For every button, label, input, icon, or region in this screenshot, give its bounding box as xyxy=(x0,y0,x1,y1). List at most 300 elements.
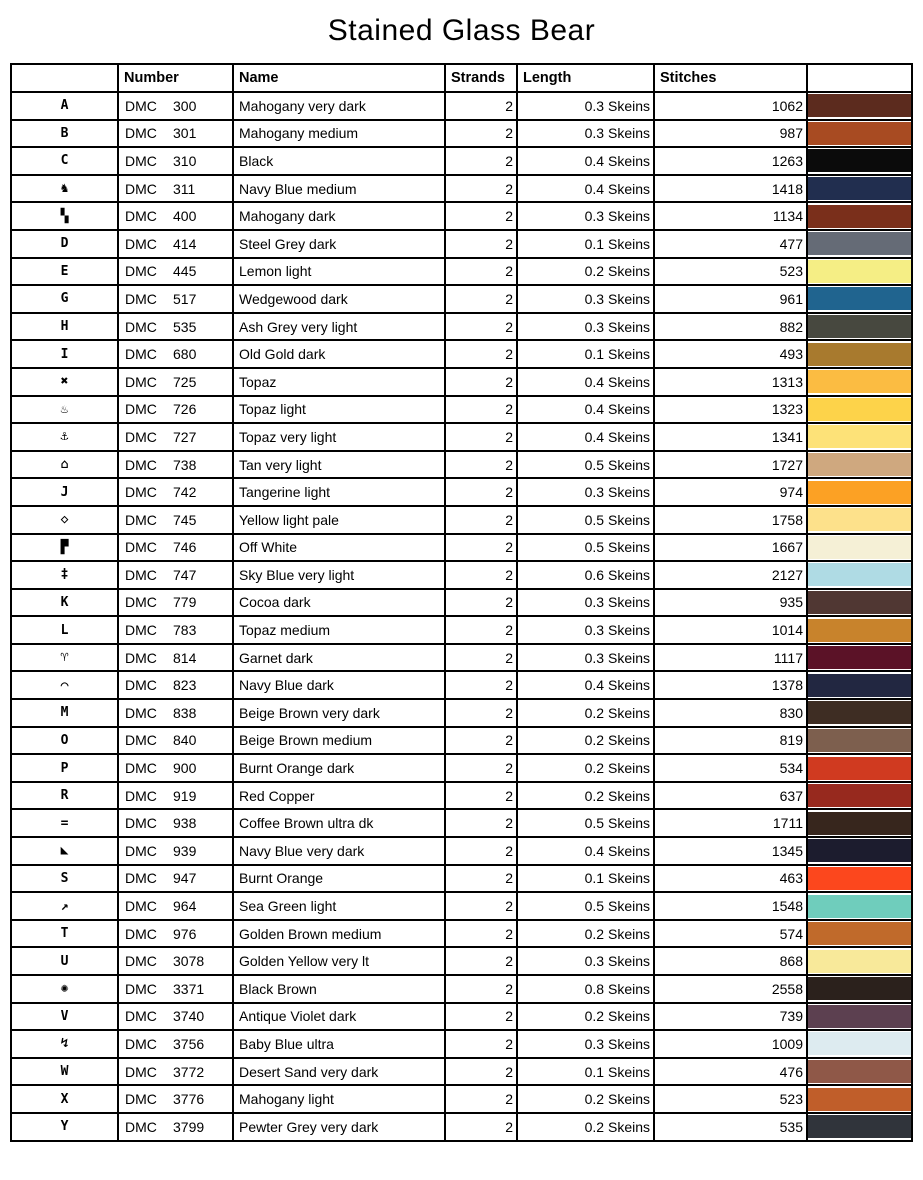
brand-label: DMC xyxy=(125,677,157,694)
floss-number: 517 xyxy=(173,290,197,307)
table-row xyxy=(11,258,912,286)
floss-number: 747 xyxy=(173,566,197,583)
brand-label: DMC xyxy=(125,980,157,997)
table-row xyxy=(11,506,912,534)
strands-cell: 2 xyxy=(445,368,517,396)
symbol-cell: O xyxy=(11,727,118,755)
color-swatch xyxy=(807,644,912,672)
symbol-cell: E xyxy=(11,258,118,286)
length-cell: 0.2 Skeins xyxy=(517,1113,654,1141)
name-cell: Tan very light xyxy=(233,451,445,479)
number-cell xyxy=(118,451,233,479)
number-cell xyxy=(118,258,233,286)
strands-cell: 2 xyxy=(445,809,517,837)
floss-number: 938 xyxy=(173,815,197,832)
number-cell xyxy=(118,671,233,699)
header-strands: Strands xyxy=(445,64,517,92)
brand-label: DMC xyxy=(125,704,157,721)
stitches-cell: 974 xyxy=(654,478,807,506)
color-chip xyxy=(808,812,911,835)
strands-cell: 2 xyxy=(445,727,517,755)
symbol-cell: H xyxy=(11,313,118,341)
strands-cell: 2 xyxy=(445,423,517,451)
strands-cell: 2 xyxy=(445,1113,517,1141)
color-chip xyxy=(808,122,911,145)
number-cell xyxy=(118,782,233,810)
color-swatch xyxy=(807,782,912,810)
strands-cell: 2 xyxy=(445,947,517,975)
table-row xyxy=(11,534,912,562)
color-chip xyxy=(808,977,911,1000)
color-chip xyxy=(808,205,911,228)
brand-label: DMC xyxy=(125,263,157,280)
number-cell xyxy=(118,313,233,341)
color-swatch xyxy=(807,1030,912,1058)
name-cell: Mahogany medium xyxy=(233,120,445,148)
color-swatch xyxy=(807,947,912,975)
table-row xyxy=(11,644,912,672)
number-cell xyxy=(118,837,233,865)
symbol-cell: P xyxy=(11,754,118,782)
number-cell xyxy=(118,589,233,617)
number-cell xyxy=(118,423,233,451)
floss-number: 3799 xyxy=(173,1118,205,1135)
header-length: Length xyxy=(517,64,654,92)
symbol-cell: W xyxy=(11,1058,118,1086)
color-swatch xyxy=(807,258,912,286)
floss-number: 838 xyxy=(173,704,197,721)
color-chip xyxy=(808,729,911,752)
length-cell: 0.3 Skeins xyxy=(517,947,654,975)
color-swatch xyxy=(807,175,912,203)
brand-label: DMC xyxy=(125,1008,157,1025)
number-cell xyxy=(118,754,233,782)
color-swatch xyxy=(807,230,912,258)
brand-label: DMC xyxy=(125,566,157,583)
symbol-cell: ▛ xyxy=(11,534,118,562)
color-swatch xyxy=(807,754,912,782)
table-row xyxy=(11,727,912,755)
symbol-cell: ♈ xyxy=(11,644,118,672)
floss-number: 414 xyxy=(173,235,197,252)
name-cell: Mahogany very dark xyxy=(233,92,445,120)
color-swatch xyxy=(807,727,912,755)
strands-cell: 2 xyxy=(445,975,517,1003)
strands-cell: 2 xyxy=(445,92,517,120)
number-cell xyxy=(118,478,233,506)
color-swatch xyxy=(807,1058,912,1086)
stitches-cell: 534 xyxy=(654,754,807,782)
name-cell: Red Copper xyxy=(233,782,445,810)
floss-number: 3371 xyxy=(173,980,205,997)
brand-label: DMC xyxy=(125,649,157,666)
number-cell xyxy=(118,727,233,755)
symbol-cell: ⌒ xyxy=(11,671,118,699)
color-swatch xyxy=(807,865,912,893)
table-row xyxy=(11,340,912,368)
color-chip xyxy=(808,784,911,807)
length-cell: 0.4 Skeins xyxy=(517,368,654,396)
color-chip xyxy=(808,1115,911,1138)
strands-cell: 2 xyxy=(445,754,517,782)
brand-label: DMC xyxy=(125,953,157,970)
color-chip xyxy=(808,1088,911,1111)
symbol-cell: ✺ xyxy=(11,975,118,1003)
floss-number: 746 xyxy=(173,539,197,556)
color-chip xyxy=(808,287,911,310)
stitches-cell: 2127 xyxy=(654,561,807,589)
color-chip xyxy=(808,1032,911,1055)
stitches-cell: 1418 xyxy=(654,175,807,203)
strands-cell: 2 xyxy=(445,1085,517,1113)
number-cell xyxy=(118,340,233,368)
strands-cell: 2 xyxy=(445,120,517,148)
name-cell: Navy Blue medium xyxy=(233,175,445,203)
brand-label: DMC xyxy=(125,594,157,611)
strands-cell: 2 xyxy=(445,506,517,534)
number-cell xyxy=(118,1058,233,1086)
name-cell: Navy Blue very dark xyxy=(233,837,445,865)
name-cell: Coffee Brown ultra dk xyxy=(233,809,445,837)
floss-number: 726 xyxy=(173,401,197,418)
stitches-cell: 1323 xyxy=(654,396,807,424)
symbol-cell: ‡ xyxy=(11,561,118,589)
name-cell: Wedgewood dark xyxy=(233,285,445,313)
color-chip xyxy=(808,563,911,586)
stitches-cell: 1667 xyxy=(654,534,807,562)
name-cell: Sky Blue very light xyxy=(233,561,445,589)
brand-label: DMC xyxy=(125,842,157,859)
name-cell: Black Brown xyxy=(233,975,445,1003)
name-cell: Topaz medium xyxy=(233,616,445,644)
color-swatch xyxy=(807,423,912,451)
color-chip xyxy=(808,839,911,862)
length-cell: 0.5 Skeins xyxy=(517,809,654,837)
strands-cell: 2 xyxy=(445,561,517,589)
name-cell: Old Gold dark xyxy=(233,340,445,368)
strands-cell: 2 xyxy=(445,920,517,948)
floss-number: 900 xyxy=(173,760,197,777)
color-swatch xyxy=(807,1003,912,1031)
name-cell: Beige Brown very dark xyxy=(233,699,445,727)
color-swatch xyxy=(807,1113,912,1141)
symbol-cell: ♨ xyxy=(11,396,118,424)
stitches-cell: 935 xyxy=(654,589,807,617)
length-cell: 0.3 Skeins xyxy=(517,589,654,617)
name-cell: Burnt Orange xyxy=(233,865,445,893)
symbol-cell: ↯ xyxy=(11,1030,118,1058)
length-cell: 0.2 Skeins xyxy=(517,920,654,948)
number-cell xyxy=(118,92,233,120)
color-chip xyxy=(808,950,911,973)
table-row xyxy=(11,589,912,617)
color-chip xyxy=(808,453,911,476)
color-swatch xyxy=(807,671,912,699)
header-row xyxy=(11,64,912,92)
length-cell: 0.2 Skeins xyxy=(517,727,654,755)
strands-cell: 2 xyxy=(445,837,517,865)
floss-number: 3740 xyxy=(173,1008,205,1025)
key-table-body xyxy=(11,92,912,1141)
stitches-cell: 739 xyxy=(654,1003,807,1031)
color-swatch xyxy=(807,368,912,396)
name-cell: Antique Violet dark xyxy=(233,1003,445,1031)
number-cell xyxy=(118,1030,233,1058)
stitches-cell: 830 xyxy=(654,699,807,727)
strands-cell: 2 xyxy=(445,396,517,424)
color-swatch xyxy=(807,340,912,368)
color-chip xyxy=(808,343,911,366)
length-cell: 0.3 Skeins xyxy=(517,616,654,644)
length-cell: 0.2 Skeins xyxy=(517,699,654,727)
color-swatch xyxy=(807,589,912,617)
brand-label: DMC xyxy=(125,401,157,418)
length-cell: 0.1 Skeins xyxy=(517,1058,654,1086)
stitches-cell: 523 xyxy=(654,258,807,286)
color-swatch xyxy=(807,892,912,920)
length-cell: 0.5 Skeins xyxy=(517,506,654,534)
name-cell: Sea Green light xyxy=(233,892,445,920)
color-chip xyxy=(808,508,911,531)
color-swatch xyxy=(807,920,912,948)
header-color xyxy=(807,64,912,92)
brand-label: DMC xyxy=(125,373,157,390)
stitches-cell: 1062 xyxy=(654,92,807,120)
stitches-cell: 637 xyxy=(654,782,807,810)
symbol-cell: D xyxy=(11,230,118,258)
floss-key-table xyxy=(10,63,913,1142)
floss-number: 947 xyxy=(173,870,197,887)
stitches-cell: 1378 xyxy=(654,671,807,699)
number-cell xyxy=(118,175,233,203)
brand-label: DMC xyxy=(125,428,157,445)
symbol-cell: G xyxy=(11,285,118,313)
strands-cell: 2 xyxy=(445,175,517,203)
color-swatch xyxy=(807,809,912,837)
stitches-cell: 574 xyxy=(654,920,807,948)
symbol-cell: ↗ xyxy=(11,892,118,920)
number-cell xyxy=(118,368,233,396)
number-cell xyxy=(118,975,233,1003)
table-row xyxy=(11,147,912,175)
table-row xyxy=(11,175,912,203)
color-swatch xyxy=(807,1085,912,1113)
length-cell: 0.5 Skeins xyxy=(517,534,654,562)
stitches-cell: 819 xyxy=(654,727,807,755)
number-cell xyxy=(118,147,233,175)
floss-number: 3078 xyxy=(173,953,205,970)
number-cell xyxy=(118,230,233,258)
color-swatch xyxy=(807,837,912,865)
stitches-cell: 1345 xyxy=(654,837,807,865)
length-cell: 0.2 Skeins xyxy=(517,754,654,782)
number-cell xyxy=(118,865,233,893)
brand-label: DMC xyxy=(125,180,157,197)
name-cell: Topaz very light xyxy=(233,423,445,451)
number-cell xyxy=(118,120,233,148)
number-cell xyxy=(118,920,233,948)
stitches-cell: 1548 xyxy=(654,892,807,920)
floss-number: 3772 xyxy=(173,1063,205,1080)
table-row xyxy=(11,616,912,644)
floss-number: 301 xyxy=(173,125,197,142)
floss-number: 964 xyxy=(173,898,197,915)
floss-number: 976 xyxy=(173,925,197,942)
floss-number: 300 xyxy=(173,97,197,114)
table-row xyxy=(11,423,912,451)
table-row xyxy=(11,975,912,1003)
strands-cell: 2 xyxy=(445,589,517,617)
number-cell xyxy=(118,534,233,562)
brand-label: DMC xyxy=(125,1035,157,1052)
length-cell: 0.3 Skeins xyxy=(517,202,654,230)
stitches-cell: 1134 xyxy=(654,202,807,230)
color-chip xyxy=(808,922,911,945)
header-number: Number xyxy=(118,64,233,92)
floss-number: 535 xyxy=(173,318,197,335)
table-row xyxy=(11,368,912,396)
brand-label: DMC xyxy=(125,925,157,942)
symbol-cell: M xyxy=(11,699,118,727)
brand-label: DMC xyxy=(125,1063,157,1080)
strands-cell: 2 xyxy=(445,478,517,506)
length-cell: 0.2 Skeins xyxy=(517,1085,654,1113)
symbol-cell: X xyxy=(11,1085,118,1113)
name-cell: Yellow light pale xyxy=(233,506,445,534)
table-row xyxy=(11,285,912,313)
number-cell xyxy=(118,202,233,230)
number-cell xyxy=(118,616,233,644)
table-row xyxy=(11,92,912,120)
color-chip xyxy=(808,232,911,255)
table-row xyxy=(11,920,912,948)
strands-cell: 2 xyxy=(445,671,517,699)
color-swatch xyxy=(807,313,912,341)
brand-label: DMC xyxy=(125,870,157,887)
color-chip xyxy=(808,94,911,117)
color-chip xyxy=(808,481,911,504)
stitches-cell: 1341 xyxy=(654,423,807,451)
length-cell: 0.3 Skeins xyxy=(517,1030,654,1058)
brand-label: DMC xyxy=(125,152,157,169)
table-row xyxy=(11,947,912,975)
name-cell: Burnt Orange dark xyxy=(233,754,445,782)
length-cell: 0.2 Skeins xyxy=(517,1003,654,1031)
symbol-cell: ▚ xyxy=(11,202,118,230)
color-swatch xyxy=(807,699,912,727)
color-swatch xyxy=(807,506,912,534)
table-row xyxy=(11,1003,912,1031)
stitches-cell: 477 xyxy=(654,230,807,258)
number-cell xyxy=(118,1113,233,1141)
strands-cell: 2 xyxy=(445,782,517,810)
stitches-cell: 1758 xyxy=(654,506,807,534)
length-cell: 0.4 Skeins xyxy=(517,837,654,865)
name-cell: Topaz light xyxy=(233,396,445,424)
length-cell: 0.4 Skeins xyxy=(517,671,654,699)
symbol-cell: K xyxy=(11,589,118,617)
color-chip xyxy=(808,425,911,448)
brand-label: DMC xyxy=(125,484,157,501)
stitches-cell: 2558 xyxy=(654,975,807,1003)
color-chip xyxy=(808,260,911,283)
table-row xyxy=(11,561,912,589)
number-cell xyxy=(118,892,233,920)
stitches-cell: 463 xyxy=(654,865,807,893)
color-swatch xyxy=(807,534,912,562)
floss-number: 310 xyxy=(173,152,197,169)
color-chip xyxy=(808,1060,911,1083)
symbol-cell: ⌂ xyxy=(11,451,118,479)
length-cell: 0.3 Skeins xyxy=(517,478,654,506)
floss-number: 3776 xyxy=(173,1091,205,1108)
symbol-cell: ⚓ xyxy=(11,423,118,451)
table-row xyxy=(11,892,912,920)
strands-cell: 2 xyxy=(445,892,517,920)
floss-number: 840 xyxy=(173,732,197,749)
color-chip xyxy=(808,757,911,780)
table-row xyxy=(11,230,912,258)
symbol-cell: ◇ xyxy=(11,506,118,534)
strands-cell: 2 xyxy=(445,230,517,258)
stitches-cell: 476 xyxy=(654,1058,807,1086)
brand-label: DMC xyxy=(125,787,157,804)
length-cell: 0.3 Skeins xyxy=(517,285,654,313)
table-row xyxy=(11,809,912,837)
length-cell: 0.4 Skeins xyxy=(517,147,654,175)
strands-cell: 2 xyxy=(445,534,517,562)
stitches-cell: 1711 xyxy=(654,809,807,837)
length-cell: 0.4 Skeins xyxy=(517,423,654,451)
table-row xyxy=(11,1113,912,1141)
name-cell: Baby Blue ultra xyxy=(233,1030,445,1058)
number-cell xyxy=(118,1003,233,1031)
color-chip xyxy=(808,177,911,200)
strands-cell: 2 xyxy=(445,258,517,286)
color-chip xyxy=(808,315,911,338)
symbol-cell: T xyxy=(11,920,118,948)
color-chip xyxy=(808,895,911,918)
floss-number: 783 xyxy=(173,622,197,639)
brand-label: DMC xyxy=(125,539,157,556)
floss-number: 680 xyxy=(173,346,197,363)
color-swatch xyxy=(807,396,912,424)
symbol-cell: I xyxy=(11,340,118,368)
brand-label: DMC xyxy=(125,208,157,225)
brand-label: DMC xyxy=(125,290,157,307)
name-cell: Lemon light xyxy=(233,258,445,286)
page-title: Stained Glass Bear xyxy=(327,14,596,47)
floss-number: 939 xyxy=(173,842,197,859)
stitches-cell: 535 xyxy=(654,1113,807,1141)
table-row xyxy=(11,1030,912,1058)
floss-number: 745 xyxy=(173,511,197,528)
stitches-cell: 1117 xyxy=(654,644,807,672)
length-cell: 0.3 Skeins xyxy=(517,120,654,148)
brand-label: DMC xyxy=(125,732,157,749)
color-swatch xyxy=(807,975,912,1003)
number-cell xyxy=(118,644,233,672)
length-cell: 0.1 Skeins xyxy=(517,340,654,368)
length-cell: 0.6 Skeins xyxy=(517,561,654,589)
symbol-cell: ♞ xyxy=(11,175,118,203)
brand-label: DMC xyxy=(125,1091,157,1108)
length-cell: 0.4 Skeins xyxy=(517,396,654,424)
number-cell xyxy=(118,1085,233,1113)
strands-cell: 2 xyxy=(445,865,517,893)
strands-cell: 2 xyxy=(445,451,517,479)
strands-cell: 2 xyxy=(445,285,517,313)
